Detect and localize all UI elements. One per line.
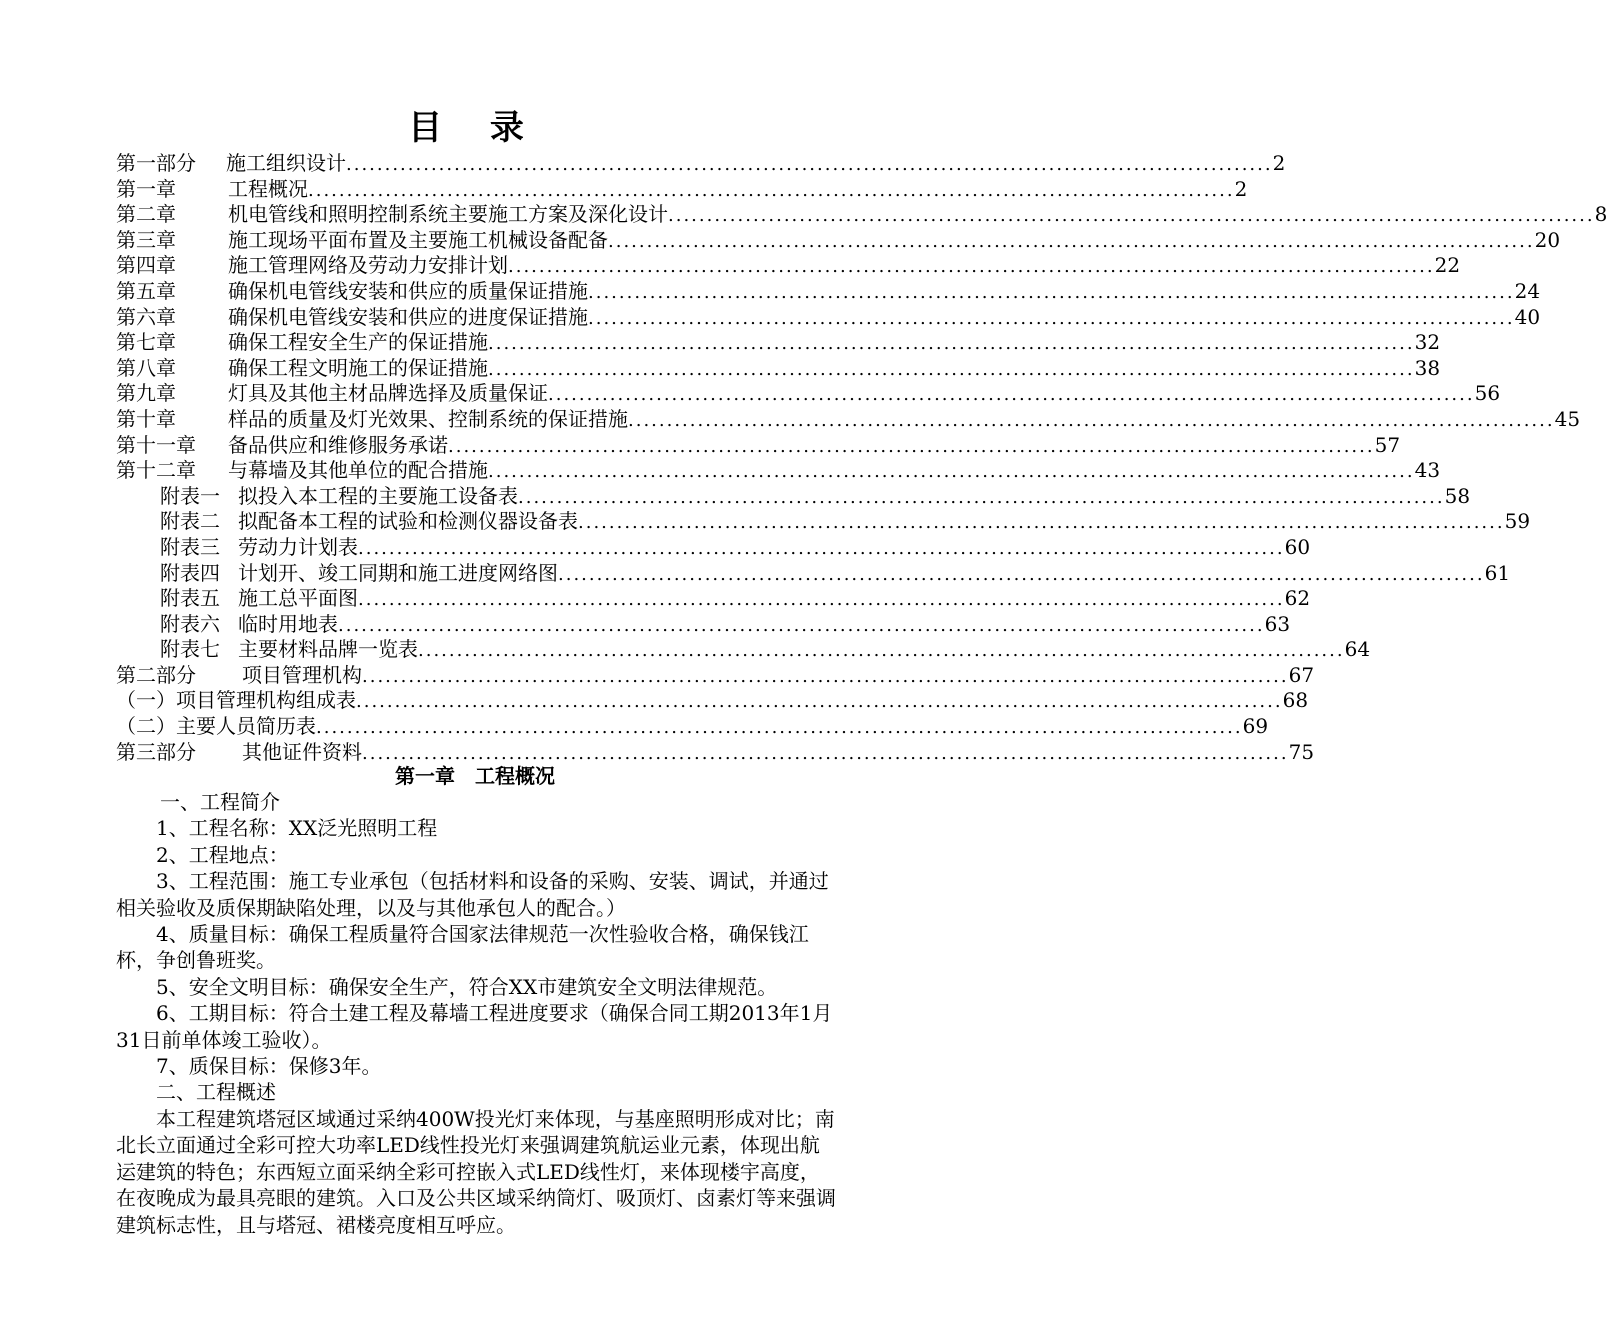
toc-entry-label: 第四章	[116, 253, 176, 278]
toc-entry-text: 工程概况	[228, 176, 308, 201]
toc-entry-label: 附表二	[160, 509, 220, 534]
table-of-contents	[116, 151, 1607, 765]
toc-leader-dots: ........................................................................................................................	[628, 409, 1555, 431]
toc-entry	[116, 381, 1501, 407]
toc-entry	[116, 278, 1541, 305]
toc-entry-label: （二）	[116, 714, 176, 739]
body-paragraph: 5、安全文明目标：确保安全生产，符合XX市建筑安全文明法律规范。	[156, 974, 778, 999]
toc-entry-text: 项目管理机构	[242, 662, 362, 687]
toc-leader-dots: ........................................................................................................................	[578, 512, 1505, 534]
toc-entry	[116, 176, 1248, 203]
toc-entry-label: （一）	[116, 688, 176, 713]
toc-entry-text: 机电管线和照明控制系统主要施工方案及深化设计	[228, 202, 668, 227]
toc-entry-label: 第三章	[116, 227, 176, 252]
body-paragraph: 4、质量目标：确保工程质量符合国家法律规范一次性验收合格，确保钱江杯，争创鲁班奖。	[116, 922, 809, 973]
toc-entry-label: 第十一章	[116, 432, 196, 457]
toc-entry-label: 第五章	[116, 278, 176, 303]
toc-entry-page: 62	[1284, 586, 1311, 611]
chapter-body	[116, 789, 836, 1238]
toc-leader-dots: ........................................................................................................................	[316, 717, 1243, 739]
toc-leader-dots: ........................................................................................................................	[362, 665, 1289, 687]
toc-entry-text: 其他证件资料	[242, 739, 362, 764]
toc-entry	[116, 458, 1441, 484]
toc-entry-label: 第一章	[116, 176, 176, 201]
toc-leader-dots: ........................................................................................................................	[608, 230, 1535, 252]
toc-entry-page: 67	[1288, 662, 1315, 687]
toc-entry-label: 附表一	[160, 483, 220, 508]
toc-entry-page: 22	[1434, 253, 1461, 278]
toc-entry-label: 附表四	[160, 560, 220, 585]
toc-entry-text: 施工现场平面布置及主要施工机械设备配备	[228, 227, 608, 252]
toc-entry	[116, 227, 1561, 254]
toc-entry-page: 2	[1272, 151, 1286, 175]
toc-entry-page: 64	[1344, 637, 1371, 662]
toc-entry-page: 57	[1374, 432, 1401, 457]
toc-entry-page: 69	[1242, 714, 1269, 739]
toc-leader-dots: ........................................................................................................................	[588, 307, 1515, 329]
toc-leader-dots: ........................................................................................................................	[518, 486, 1445, 508]
toc-entry-label: 第二章	[116, 202, 176, 227]
toc-leader-dots: ........................................................................................................................	[508, 256, 1435, 278]
toc-entry-text: 主要材料品牌一览表	[238, 637, 418, 662]
toc-entry-page: 20	[1534, 227, 1561, 252]
toc-entry	[116, 509, 1531, 535]
toc-entry	[116, 253, 1461, 279]
toc-entry-page: 45	[1554, 406, 1581, 431]
toc-leader-dots: ........................................................................................................................	[358, 589, 1285, 611]
toc-entry-text: 备品供应和维修服务承诺	[228, 432, 448, 457]
toc-leader-dots: ........................................................................................................................	[668, 205, 1595, 227]
toc-entry-text: 临时用地表	[238, 611, 338, 636]
toc-entry	[116, 304, 1541, 331]
toc-entry-page: 40	[1514, 304, 1541, 329]
chapter-title: 第一章 工程概况	[395, 764, 555, 788]
toc-entry-page: 43	[1414, 458, 1441, 483]
body-paragraph: 二、工程概述	[156, 1080, 276, 1105]
toc-entry-text: 施工组织设计	[226, 151, 346, 175]
toc-entry-text: 项目管理机构组成表	[176, 688, 356, 713]
toc-leader-dots: ........................................................................................................................	[338, 614, 1265, 636]
toc-entry-page: 56	[1474, 381, 1501, 406]
toc-entry-text: 确保工程安全生产的保证措施	[228, 330, 488, 355]
toc-entry-text: 确保机电管线安装和供应的质量保证措施	[228, 278, 588, 303]
toc-entry	[116, 202, 1607, 228]
toc-entry-text: 样品的质量及灯光效果、控制系统的保证措施	[228, 406, 628, 431]
toc-leader-dots: ........................................................................................................................	[548, 384, 1475, 406]
toc-entry	[116, 406, 1581, 433]
toc-entry	[116, 355, 1441, 382]
toc-entry	[116, 432, 1401, 459]
toc-entry	[116, 688, 1309, 714]
toc-leader-dots: ........................................................................................................................	[346, 154, 1273, 175]
toc-entry-label: 第八章	[116, 355, 176, 380]
toc-entry	[116, 739, 1315, 766]
toc-leader-dots: ........................................................................................................................	[358, 537, 1285, 559]
toc-entry-label: 第三部分	[116, 739, 196, 764]
toc-entry-page: 63	[1264, 611, 1291, 636]
toc-entry-text: 拟配备本工程的试验和检测仪器设备表	[238, 509, 578, 534]
toc-leader-dots: ........................................................................................................................	[418, 640, 1345, 662]
toc-leader-dots: ........................................................................................................................	[488, 333, 1415, 355]
toc-leader-dots: ........................................................................................................................	[488, 358, 1415, 380]
body-paragraph: 一、工程简介	[160, 790, 280, 814]
toc-entry	[116, 483, 1471, 510]
toc-leader-dots: ........................................................................................................................	[558, 563, 1485, 585]
toc-entry-page: 58	[1444, 483, 1471, 508]
toc-leader-dots: ........................................................................................................................	[588, 281, 1515, 303]
toc-entry	[116, 330, 1441, 356]
toc-entry-label: 第一部分	[116, 151, 196, 175]
toc-entry-page: 8	[1594, 202, 1607, 227]
toc-entry	[116, 151, 1286, 177]
toc-entry	[116, 637, 1371, 663]
toc-entry-label: 附表六	[160, 611, 220, 636]
toc-entry-text: 确保机电管线安装和供应的进度保证措施	[228, 304, 588, 329]
toc-entry-page: 38	[1414, 355, 1441, 380]
body-paragraph: 1、工程名称：XX泛光照明工程	[156, 816, 438, 841]
toc-entry-page: 61	[1484, 560, 1511, 585]
toc-entry	[116, 662, 1315, 689]
toc-leader-dots: ........................................................................................................................	[488, 461, 1415, 483]
toc-entry-text: 施工管理网络及劳动力安排计划	[228, 253, 508, 278]
toc-entry-page: 68	[1282, 688, 1309, 713]
toc-entry-page: 2	[1234, 176, 1248, 201]
toc-leader-dots: ........................................................................................................................	[448, 435, 1375, 457]
toc-entry-label: 第二部分	[116, 662, 196, 687]
toc-entry-page: 60	[1284, 534, 1311, 559]
body-paragraph: 2、工程地点：	[156, 842, 289, 867]
toc-entry-text: 计划开、竣工同期和施工进度网络图	[238, 560, 558, 585]
toc-entry-page: 24	[1514, 278, 1541, 303]
toc-entry-label: 附表五	[160, 586, 220, 611]
toc-title: 目 录	[408, 108, 542, 148]
body-paragraph: 本工程建筑塔冠区域通过采纳400W投光灯来体现，与基座照明形成对比；南北长立面通过全彩可控大功率LED线性投光灯来强调建筑航运业元素，体现出航运建筑的特色；东西短立面采纳全彩可控嵌入式LED线性灯，来体现楼宇高度，在夜晚成为最具亮眼的建筑。入口及公共区域采纳筒灯、吸顶灯、卤素灯等来强调建筑标志性，且与塔冠、裙楼亮度相互呼应。	[116, 1106, 836, 1237]
toc-entry-label: 附表七	[160, 637, 220, 662]
toc-leader-dots: ........................................................................................................................	[362, 742, 1289, 764]
toc-entry-text: 灯具及其他主材品牌选择及质量保证	[228, 381, 548, 406]
toc-entry-page: 75	[1288, 739, 1315, 764]
toc-entry	[116, 560, 1511, 587]
toc-entry-label: 第十二章	[116, 458, 196, 483]
toc-entry-page: 59	[1504, 509, 1531, 534]
toc-leader-dots: ........................................................................................................................	[356, 691, 1283, 713]
toc-entry-label: 附表三	[160, 534, 220, 559]
body-paragraph: 3、工程范围：施工专业承包（包括材料和设备的采购、安装、调试，并通过相关验收及质保期缺陷处理，以及与其他承包人的配合。）	[116, 869, 829, 920]
toc-entry-page: 32	[1414, 330, 1441, 355]
toc-entry	[116, 714, 1269, 740]
toc-entry-label: 第十章	[116, 406, 176, 431]
toc-entry-label: 第九章	[116, 381, 176, 406]
toc-entry-text: 施工总平面图	[238, 586, 358, 611]
toc-leader-dots: ........................................................................................................................	[308, 179, 1235, 201]
toc-entry-text: 主要人员简历表	[176, 714, 316, 739]
toc-entry	[116, 586, 1311, 612]
toc-entry-label: 第七章	[116, 330, 176, 355]
toc-entry-text: 与幕墙及其他单位的配合措施	[228, 458, 488, 483]
toc-entry-text: 拟投入本工程的主要施工设备表	[238, 483, 518, 508]
body-paragraph: 7、质保目标：保修3年。	[156, 1054, 382, 1079]
body-paragraph: 6、工期目标：符合土建工程及幕墙工程进度要求（确保合同工期2013年1月31日前单体竣工验收）。	[116, 1001, 833, 1052]
toc-entry	[116, 534, 1311, 561]
toc-entry-label: 第六章	[116, 304, 176, 329]
toc-entry-text: 劳动力计划表	[238, 534, 358, 559]
toc-entry-text: 确保工程文明施工的保证措施	[228, 355, 488, 380]
toc-entry	[116, 611, 1291, 638]
